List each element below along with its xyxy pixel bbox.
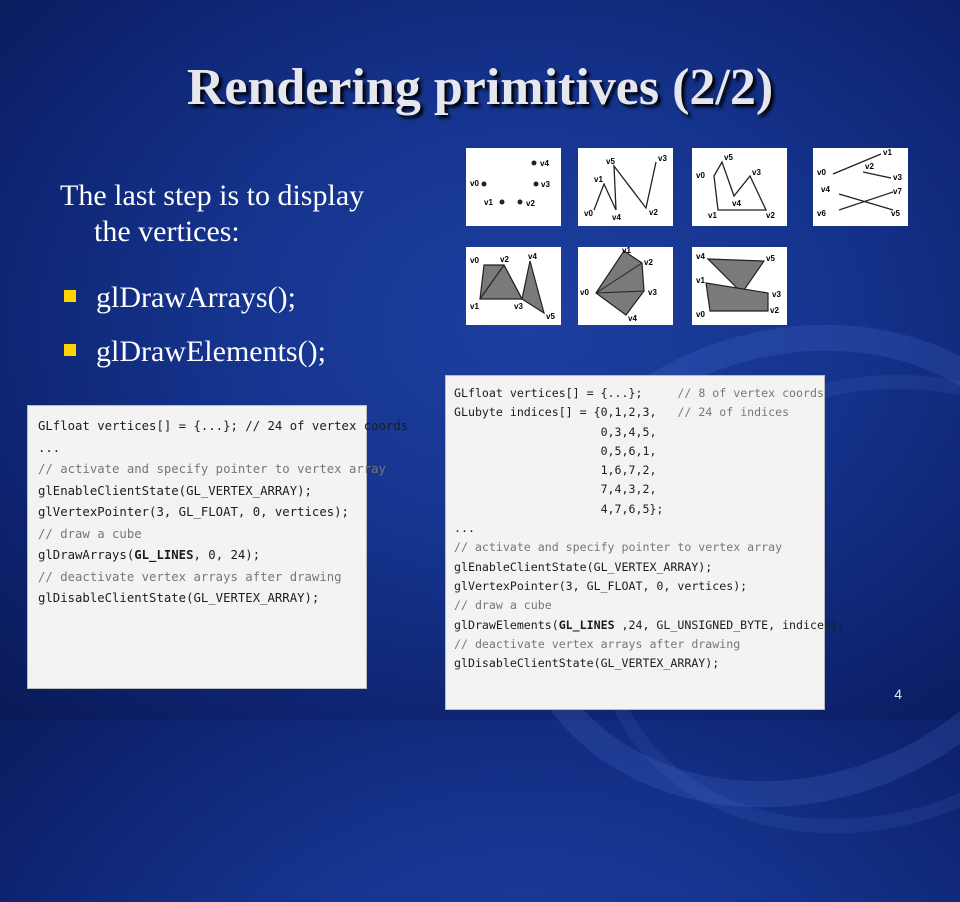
code-line [454, 616, 845, 635]
vertex-label: v2 [500, 255, 509, 264]
vertex-label: v1 [484, 198, 493, 207]
bullet-list [60, 278, 326, 386]
line-loop-diagram [692, 148, 787, 226]
vertex-label: v1 [594, 175, 603, 184]
bullet-label: glDrawArrays(); [96, 281, 296, 314]
code-line: 1,6,7,2, [454, 463, 657, 478]
triangles-diagram [466, 247, 561, 325]
draw-elements-code-snippet [445, 375, 845, 710]
vertex-label: v3 [648, 288, 657, 297]
vertex-label: v3 [772, 290, 781, 299]
intro-text [60, 178, 440, 250]
vertex-label: v4 [528, 252, 537, 261]
vertex-label: v2 [526, 199, 535, 208]
code-comment: // 8 of vertex coords [677, 386, 824, 400]
intro-line-2: the vertices: [94, 215, 240, 248]
code-line: glVertexPointer(3, GL_FLOAT, 0, vertices); [38, 505, 349, 519]
vertex-label: v0 [580, 288, 589, 297]
vertex-label: v3 [893, 173, 902, 182]
vertex-label: v5 [891, 209, 900, 218]
code-line: ... [38, 440, 61, 455]
vertex-label: v1 [696, 276, 705, 285]
vertex-label: v0 [584, 209, 593, 218]
code-comment: // activate and specify pointer to vertex array [38, 462, 386, 476]
vertex-label: v5 [766, 254, 775, 263]
code-fragment: ,24, GL_UNSIGNED_BYTE, indices); [614, 617, 845, 632]
vertex-label: v4 [540, 159, 549, 168]
vertex-label: v0 [470, 256, 479, 265]
code-fragment: GLubyte indices[] = {0,1,2,3, [454, 405, 678, 420]
code-line: glDisableClientState(GL_VERTEX_ARRAY); [454, 656, 720, 671]
vertex-label: v1 [622, 247, 631, 255]
vertex-label: v0 [470, 179, 479, 188]
vertex-label: v2 [644, 258, 653, 267]
vertex-label: v2 [649, 208, 658, 217]
bullet-square-icon [64, 344, 76, 356]
vertex-label: v5 [606, 157, 615, 166]
vertex-label: v7 [893, 187, 902, 196]
code-comment: // 24 of indices [677, 405, 790, 420]
bullet-label: glDrawElements(); [96, 335, 326, 368]
vertex-label: v5 [546, 312, 555, 321]
code-comment: // draw a cube [454, 598, 552, 613]
vertex-label: v3 [658, 154, 667, 163]
vertex-label: v0 [817, 168, 826, 177]
code-line [38, 545, 366, 567]
code-line: GLfloat vertices[] = {...}; // 24 of vertex coords [38, 419, 409, 433]
code-comment: // deactivate vertex arrays after drawing [38, 569, 342, 584]
vertex-label: v1 [883, 148, 892, 157]
triangle-fan-diagram [578, 247, 673, 325]
vertex-label: v4 [821, 185, 830, 194]
bullet-item [60, 332, 326, 386]
code-fragment: glDrawElements( [454, 617, 559, 632]
code-line [454, 384, 824, 403]
vertex-label: v6 [817, 209, 826, 218]
code-comment: // deactivate vertex arrays after drawing [454, 636, 741, 651]
vertex-label: v4 [612, 213, 621, 222]
code-line: ... [454, 521, 475, 536]
code-fragment: GLfloat vertices[] = {...}; [454, 386, 678, 400]
code-fragment: glDrawArrays( [38, 548, 135, 562]
page-number: 4 [894, 686, 902, 702]
bullet-item [60, 278, 326, 332]
vertex-label: v3 [752, 168, 761, 177]
vertex-label: v0 [696, 171, 705, 180]
primitive-type-highlight: GL_LINES [558, 617, 615, 632]
vertex-label: v4 [628, 314, 637, 323]
vertex-label: v2 [770, 306, 779, 315]
vertex-label: v2 [865, 162, 874, 171]
vertex-label: v1 [470, 302, 479, 311]
code-line [454, 403, 824, 422]
lines-diagram [578, 148, 673, 226]
vertex-label: v4 [696, 252, 705, 261]
bullet-square-icon [64, 290, 76, 302]
primitive-type-highlight: GL_LINES [134, 548, 194, 562]
code-comment: // activate and specify pointer to vertex array [454, 540, 783, 555]
vertex-label: v3 [541, 180, 550, 189]
vertex-label: v0 [696, 310, 705, 319]
code-comment: // draw a cube [38, 526, 142, 541]
code-line: glEnableClientState(GL_VERTEX_ARRAY); [454, 559, 713, 574]
draw-arrays-code-snippet [27, 405, 409, 689]
code-line: 4,7,6,5}; [454, 501, 664, 516]
code-line: glEnableClientState(GL_VERTEX_ARRAY); [38, 483, 312, 498]
intro-line-1: The last step is to display [60, 179, 365, 212]
vertex-label: v2 [766, 211, 775, 220]
code-line: 0,5,6,1, [454, 443, 657, 458]
code-line: 0,3,4,5, [454, 424, 657, 439]
code-line: glVertexPointer(3, GL_FLOAT, 0, vertices); [454, 578, 748, 593]
code-line: 7,4,3,2, [454, 482, 657, 497]
line-strip-diagram [813, 148, 908, 226]
points-diagram [466, 148, 561, 226]
code-fragment: , 0, 24); [193, 548, 261, 562]
vertex-label: v1 [708, 211, 717, 220]
code-line: glDisableClientState(GL_VERTEX_ARRAY); [38, 591, 320, 605]
vertex-label: v3 [514, 302, 523, 311]
vertex-label: v4 [732, 199, 741, 208]
vertex-label: v5 [724, 153, 733, 162]
slide-title: Rendering primitives (2/2) [186, 59, 774, 116]
quads-diagram [692, 247, 787, 325]
